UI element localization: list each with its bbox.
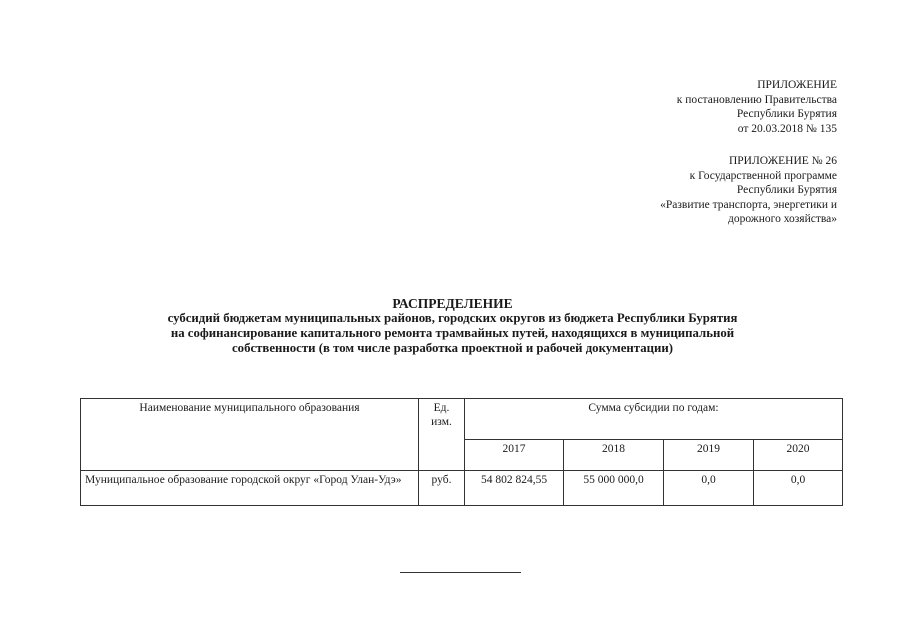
column-header-unit: Ед. изм.	[419, 399, 465, 471]
column-header-municipality: Наименование муниципального образования	[81, 399, 419, 471]
table-header-row	[81, 399, 843, 440]
municipality-name-cell: Муниципальное образование городской округ «Город Улан-Удэ»	[81, 471, 419, 506]
unit-cell: руб.	[419, 471, 465, 506]
column-header-year: 2020	[754, 440, 843, 471]
column-header-year: 2017	[465, 440, 564, 471]
appendix-line: к постановлению Правительства	[676, 93, 837, 106]
subsidy-value-cell: 55 000 000,0	[564, 471, 664, 506]
column-header-year: 2018	[564, 440, 664, 471]
appendix-line: Республики Бурятия	[736, 108, 837, 120]
appendix-line: к Государственной программе	[689, 169, 837, 182]
document-heading: РАСПРЕДЕЛЕНИЕ	[392, 296, 513, 311]
column-header-subsidy-by-year: Сумма субсидии по годам:	[465, 399, 843, 440]
subsidy-value-cell: 54 802 824,55	[465, 471, 564, 506]
appendix-title: ПРИЛОЖЕНИЕ	[757, 79, 837, 91]
subsidy-distribution-table	[80, 398, 843, 506]
appendix-header-state-program	[660, 154, 837, 227]
appendix-line: Республики Бурятия	[736, 184, 837, 196]
table-row	[81, 471, 843, 506]
column-header-year: 2019	[664, 440, 754, 471]
footer-divider-line	[400, 572, 521, 573]
appendix-line: «Развитие транспорта, энергетики и	[660, 198, 837, 211]
subsidy-value-cell: 0,0	[754, 471, 843, 506]
document-subtitle-line: собственности (в том числе разработка проектной и рабочей документации)	[231, 341, 673, 355]
appendix-header-government-decree	[677, 78, 837, 136]
appendix-line: дорожного хозяйства»	[727, 213, 837, 225]
appendix-date-number: от 20.03.2018 № 135	[737, 122, 837, 135]
appendix-title: ПРИЛОЖЕНИЕ № 26	[728, 155, 837, 167]
document-title	[0, 296, 905, 356]
document-subtitle-line: субсидий бюджетам муниципальных районов, городских округов из бюджета Республики Бурятия	[167, 311, 738, 325]
document-subtitle-line: на софинансирование капитального ремонта трамвайных путей, находящихся в муниципальной	[170, 326, 735, 340]
subsidy-value-cell: 0,0	[664, 471, 754, 506]
